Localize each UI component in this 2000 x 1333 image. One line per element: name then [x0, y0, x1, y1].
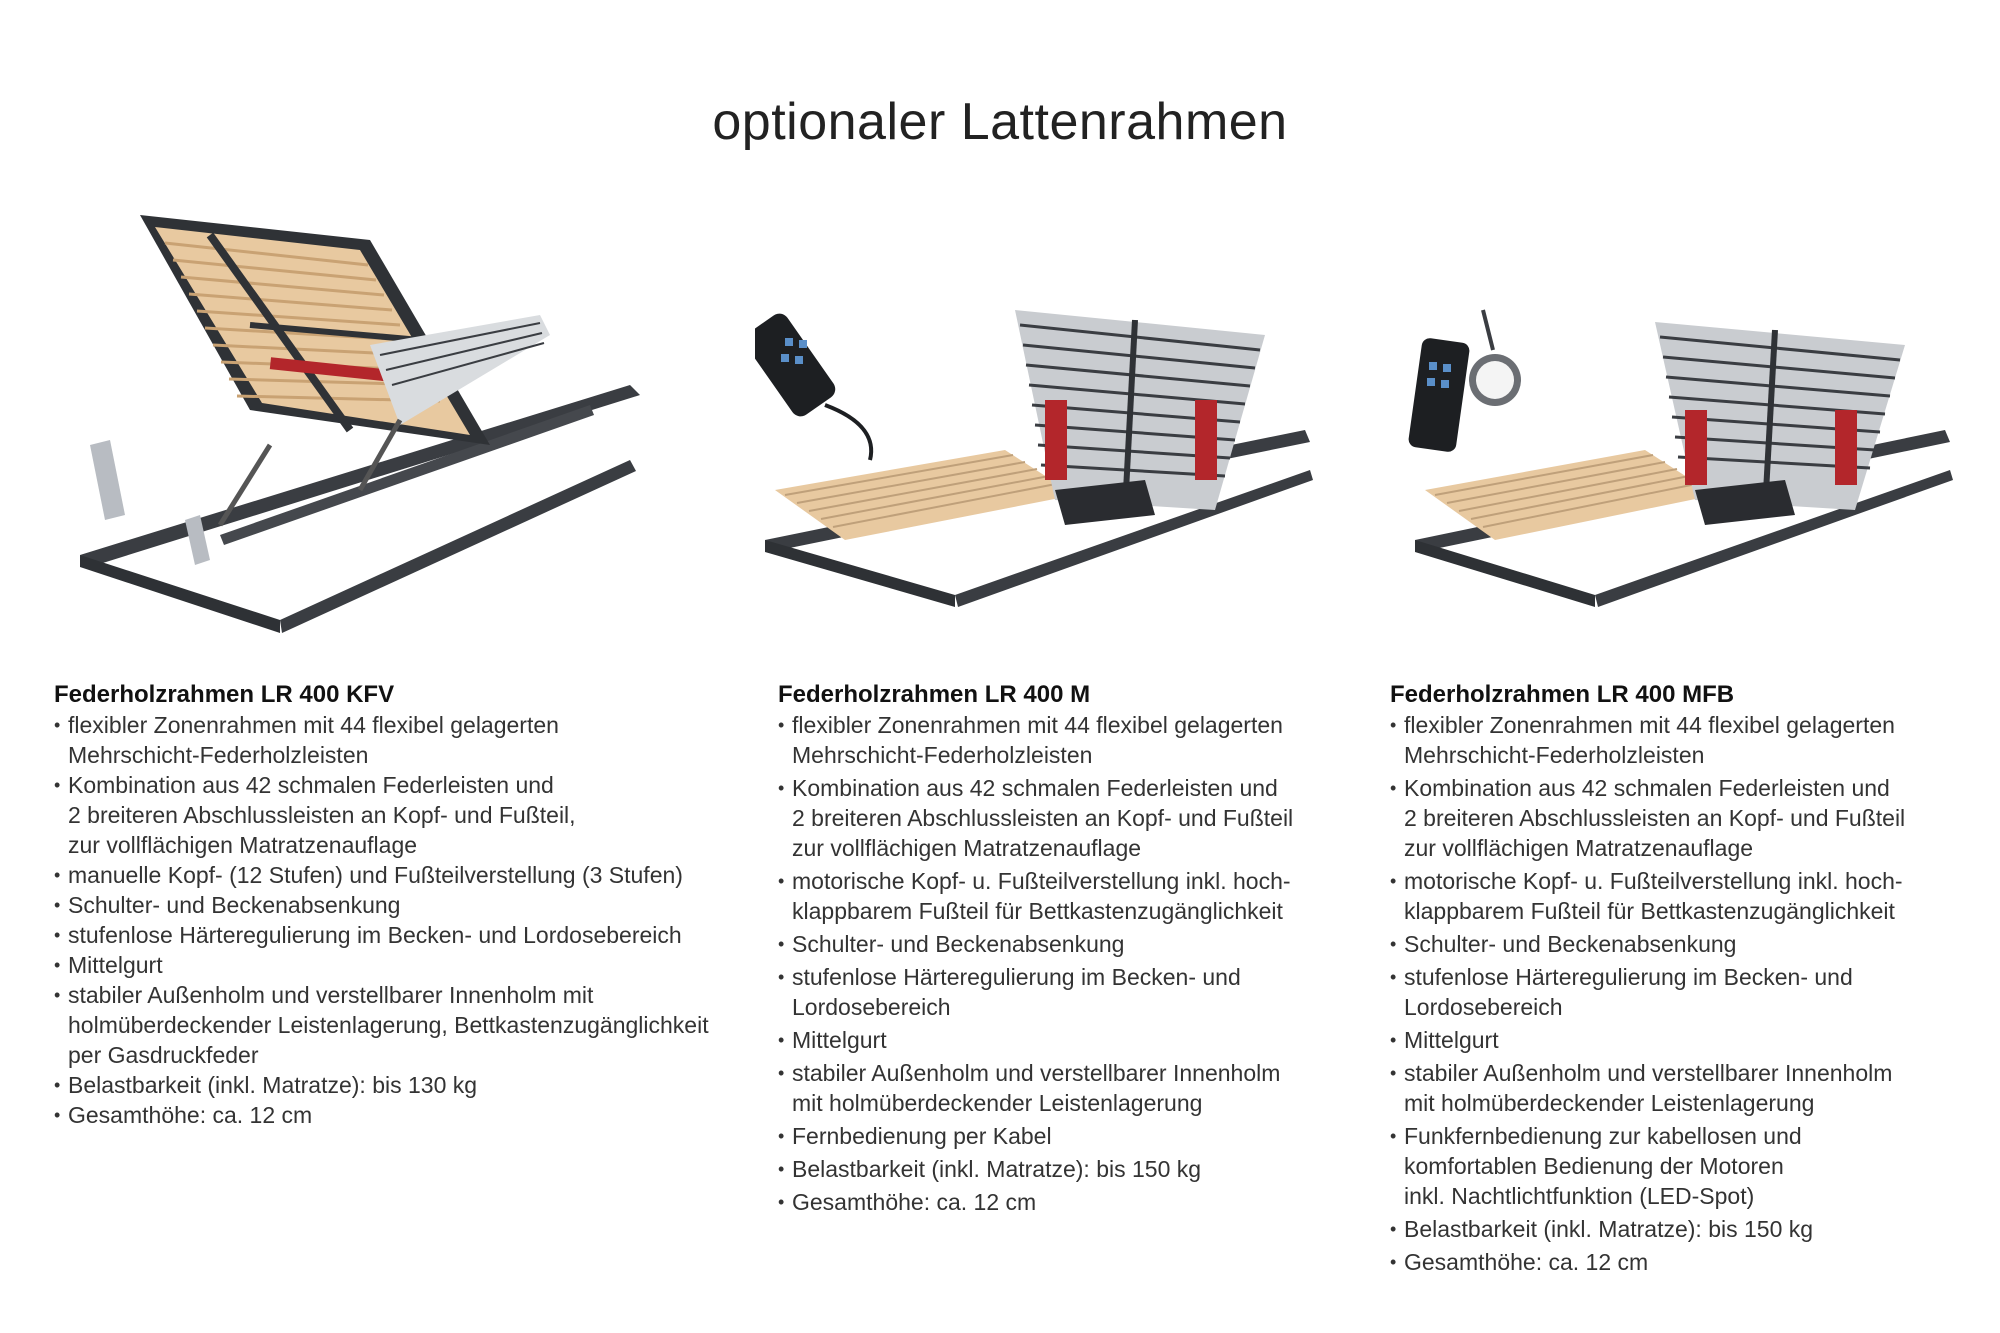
list-item: • Kombination aus 42 schmalen Federleisten und 2 breiteren Abschlussleisten an Kopf- und Fußteil zur vollflächigen Matratzenauflage [1390, 773, 1950, 863]
product-description-mfb [1390, 680, 1950, 1280]
list-item: • Schulter- und Beckenabsenkung [1390, 929, 1950, 959]
led-spot-icon [1469, 310, 1521, 406]
list-item: • Kombination aus 42 schmalen Federleisten und 2 breiteren Abschlussleisten an Kopf- und Fußteil zur vollflächigen Matratzenauflage [778, 773, 1338, 863]
list-item: • Fernbedienung per Kabel [778, 1121, 1338, 1151]
list-item: • motorische Kopf- u. Fußteilverstellung inkl. hoch- klappbarem Fußteil für Bettkastenzugänglichkeit [778, 866, 1338, 926]
product-name: Federholzrahmen LR 400 KFV [54, 681, 395, 708]
slatted-frame-m-image [755, 300, 1315, 620]
product-description-m [778, 680, 1338, 1220]
list-item: • stabiler Außenholm und verstellbarer Innenholm mit holmüberdeckender Leistenlagerung, Bettkastenzugänglichkeit per Gasdruckfeder [54, 980, 744, 1070]
list-item: • flexibler Zonenrahmen mit 44 flexibel gelagerten Mehrschicht-Federholzleisten [1390, 710, 1950, 770]
list-item: • stabiler Außenholm und verstellbarer Innenholm mit holmüberdeckender Leistenlagerung [1390, 1058, 1950, 1118]
list-item: • motorische Kopf- u. Fußteilverstellung inkl. hoch- klappbarem Fußteil für Bettkastenzugänglichkeit [1390, 866, 1950, 926]
list-item: • Mittelgurt [1390, 1025, 1950, 1055]
feature-list [1390, 710, 1950, 1277]
slatted-frame-mfb-image [1395, 300, 1955, 620]
wireless-remote-icon [1408, 337, 1471, 453]
list-item: • Funkfernbedienung zur kabellosen und komfortablen Bedienung der Motoren inkl. Nachtlichtfunktion (LED-Spot) [1390, 1121, 1950, 1211]
list-item: • Mittelgurt [778, 1025, 1338, 1055]
feature-list [778, 710, 1338, 1217]
cable-remote-icon [755, 310, 871, 460]
list-item: • Schulter- und Beckenabsenkung [54, 890, 744, 920]
slatted-frame-kfv-image [70, 215, 660, 635]
list-item: • stufenlose Härteregulierung im Becken- und Lordosebereich [54, 920, 744, 950]
feature-list [54, 710, 744, 1130]
list-item: • flexibler Zonenrahmen mit 44 flexibel gelagerten Mehrschicht-Federholzleisten [778, 710, 1338, 770]
product-name: Federholzrahmen LR 400 M [778, 681, 1091, 708]
page-title: optionaler Lattenrahmen [712, 93, 1288, 151]
list-item: • Belastbarkeit (inkl. Matratze): bis 130 kg [54, 1070, 744, 1100]
list-item: • stufenlose Härteregulierung im Becken- und Lordosebereich [778, 962, 1338, 1022]
list-item: • Schulter- und Beckenabsenkung [778, 929, 1338, 959]
list-item: • Kombination aus 42 schmalen Federleisten und 2 breiteren Abschlussleisten an Kopf- und Fußteil, zur vollflächigen Matratzenauflage [54, 770, 744, 860]
list-item: • Belastbarkeit (inkl. Matratze): bis 150 kg [778, 1154, 1338, 1184]
list-item: • Belastbarkeit (inkl. Matratze): bis 150 kg [1390, 1214, 1950, 1244]
list-item: • Gesamthöhe: ca. 12 cm [1390, 1247, 1950, 1277]
list-item: • Gesamthöhe: ca. 12 cm [778, 1187, 1338, 1217]
list-item: • Mittelgurt [54, 950, 744, 980]
product-description-kfv [54, 680, 744, 1130]
product-name: Federholzrahmen LR 400 MFB [1390, 681, 1735, 708]
list-item: • stufenlose Härteregulierung im Becken- und Lordosebereich [1390, 962, 1950, 1022]
list-item: • manuelle Kopf- (12 Stufen) und Fußteilverstellung (3 Stufen) [54, 860, 744, 890]
list-item: • flexibler Zonenrahmen mit 44 flexibel gelagerten Mehrschicht-Federholzleisten [54, 710, 744, 770]
list-item: • stabiler Außenholm und verstellbarer Innenholm mit holmüberdeckender Leistenlagerung [778, 1058, 1338, 1118]
list-item: • Gesamthöhe: ca. 12 cm [54, 1100, 744, 1130]
